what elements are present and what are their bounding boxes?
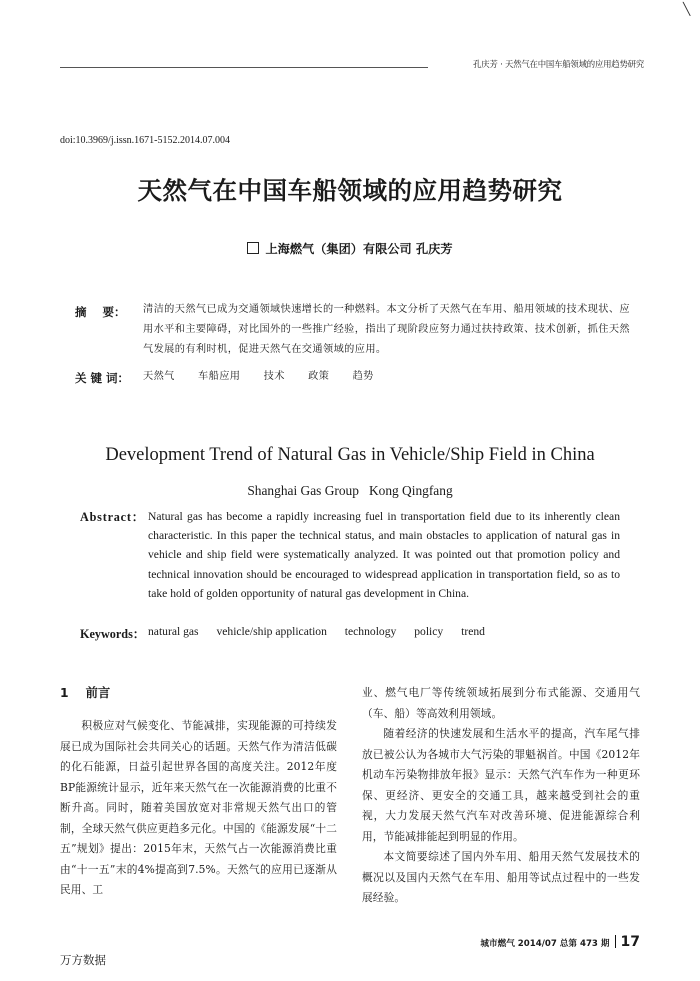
section-number: 1 [60,686,69,700]
abstract-label-chinese: 摘 要： [75,305,126,319]
author-chinese-text: 上海燃气（集团）有限公司 孔庆芳 [265,242,453,256]
footer-journal: 城市燃气 2014/07 总第 473 期 [480,939,610,949]
abstract-text-chinese: 清洁的天然气已成为交通领域快速增长的一种燃料。本文分析了天然气在车用、船用领域的技术现状、应用水平和主要障碍，对比国外的一些推广经验，指出了现阶段应努力通过扶持政策、技术创新，抓住天然气发展的有利时机，促进天然气在交通领域的应用。 [143,304,631,355]
keyword-item: policy [414,625,444,638]
header-rule [60,67,428,68]
page-number: 17 [620,934,640,950]
author-chinese [0,240,700,257]
body-paragraph-continued: 业、燃气电厂等传统领域拓展到分布式能源、交通用气（车、船）等高效利用领域。 [362,686,640,720]
doi: doi:10.3969/j.issn.1671-5152.2014.07.004 [60,135,231,146]
corner-mark: ╲ [683,2,691,16]
body-paragraph: 本文简要综述了国内外车用、船用天然气发展技术的概况以及国内天然气在车用、船用等试点过程中的一些发展经验。 [362,850,640,904]
abstract-text-english: Natural gas has become a rapidly increasing fuel in transportation field due to its inherently clean characteristic. In this paper the technical status, and main obstacles to application of natural gas in vehicle and ship field were systematically analyzed. It was pointed out that promotion policy and technical innovation should be encouraged to widespread application in transportation field, so as to take hold of golden opportunity of natural gas development in China. [148,510,620,600]
keyword-item: vehicle/ship application [216,625,327,638]
title-english: Development Trend of Natural Gas in Vehicle/Ship Field in China [105,445,595,465]
keywords-label-english: Keywords： [80,627,145,641]
footer-divider [615,935,616,948]
abstract-label-english: Abstract： [80,510,145,524]
watermark: 万方数据 [60,953,106,967]
title-chinese: 天然气在中国车船领域的应用趋势研究 [137,176,563,205]
keyword-item: natural gas [148,625,199,638]
section-heading [60,683,110,701]
body-column-right [362,683,640,909]
keywords-label-chinese: 关 键 词： [75,371,130,385]
keywords-list-english [148,625,500,638]
author-box-icon [247,242,259,254]
body-paragraph: 积极应对气候变化、节能减排，实现能源的可持续发展已成为国际社会共同关心的话题。天然气作为清洁低碳的化石能源，日益引起世界各国的高度关注。2012年度BP能源统计显示，近年来天然气在一次能源消费的比重不断升高。同时，随着美国放宽对非常规天然气出口的管制，全球天然气供应更趋多元化。中国的《能源发展“十二五”规划》提出：2015年末，天然气占一次能源消费比重由“十一五”末的4%提高到7.5%。天然气的应用已逐渐从民用、工 [60,719,337,896]
author-english: Shanghai Gas Group Kong Qingfang [247,483,453,498]
page-footer [450,934,640,950]
body-paragraph: 随着经济的快速发展和生活水平的提高，汽车尾气排放已被公认为各城市大气污染的罪魁祸首。中国《2012年机动车污染物排放年报》显示：天然气汽车作为一种更环保、更经济、更安全的交通工具，越来越受到社会的重视，大力发展天然气汽车对改善环境、促进能源综合利用，节能减排能起到明显的作用。 [362,727,640,843]
keyword-item: technology [344,625,397,638]
keywords-text-chinese: 天然气 车船应用 技术 政策 趋势 [143,371,374,382]
section-title: 前言 [85,686,111,700]
running-head: 孔庆芳 · 天然气在中国车船领域的应用趋势研究 [473,59,644,69]
body-column-left [60,716,337,901]
keyword-item: trend [461,625,485,638]
